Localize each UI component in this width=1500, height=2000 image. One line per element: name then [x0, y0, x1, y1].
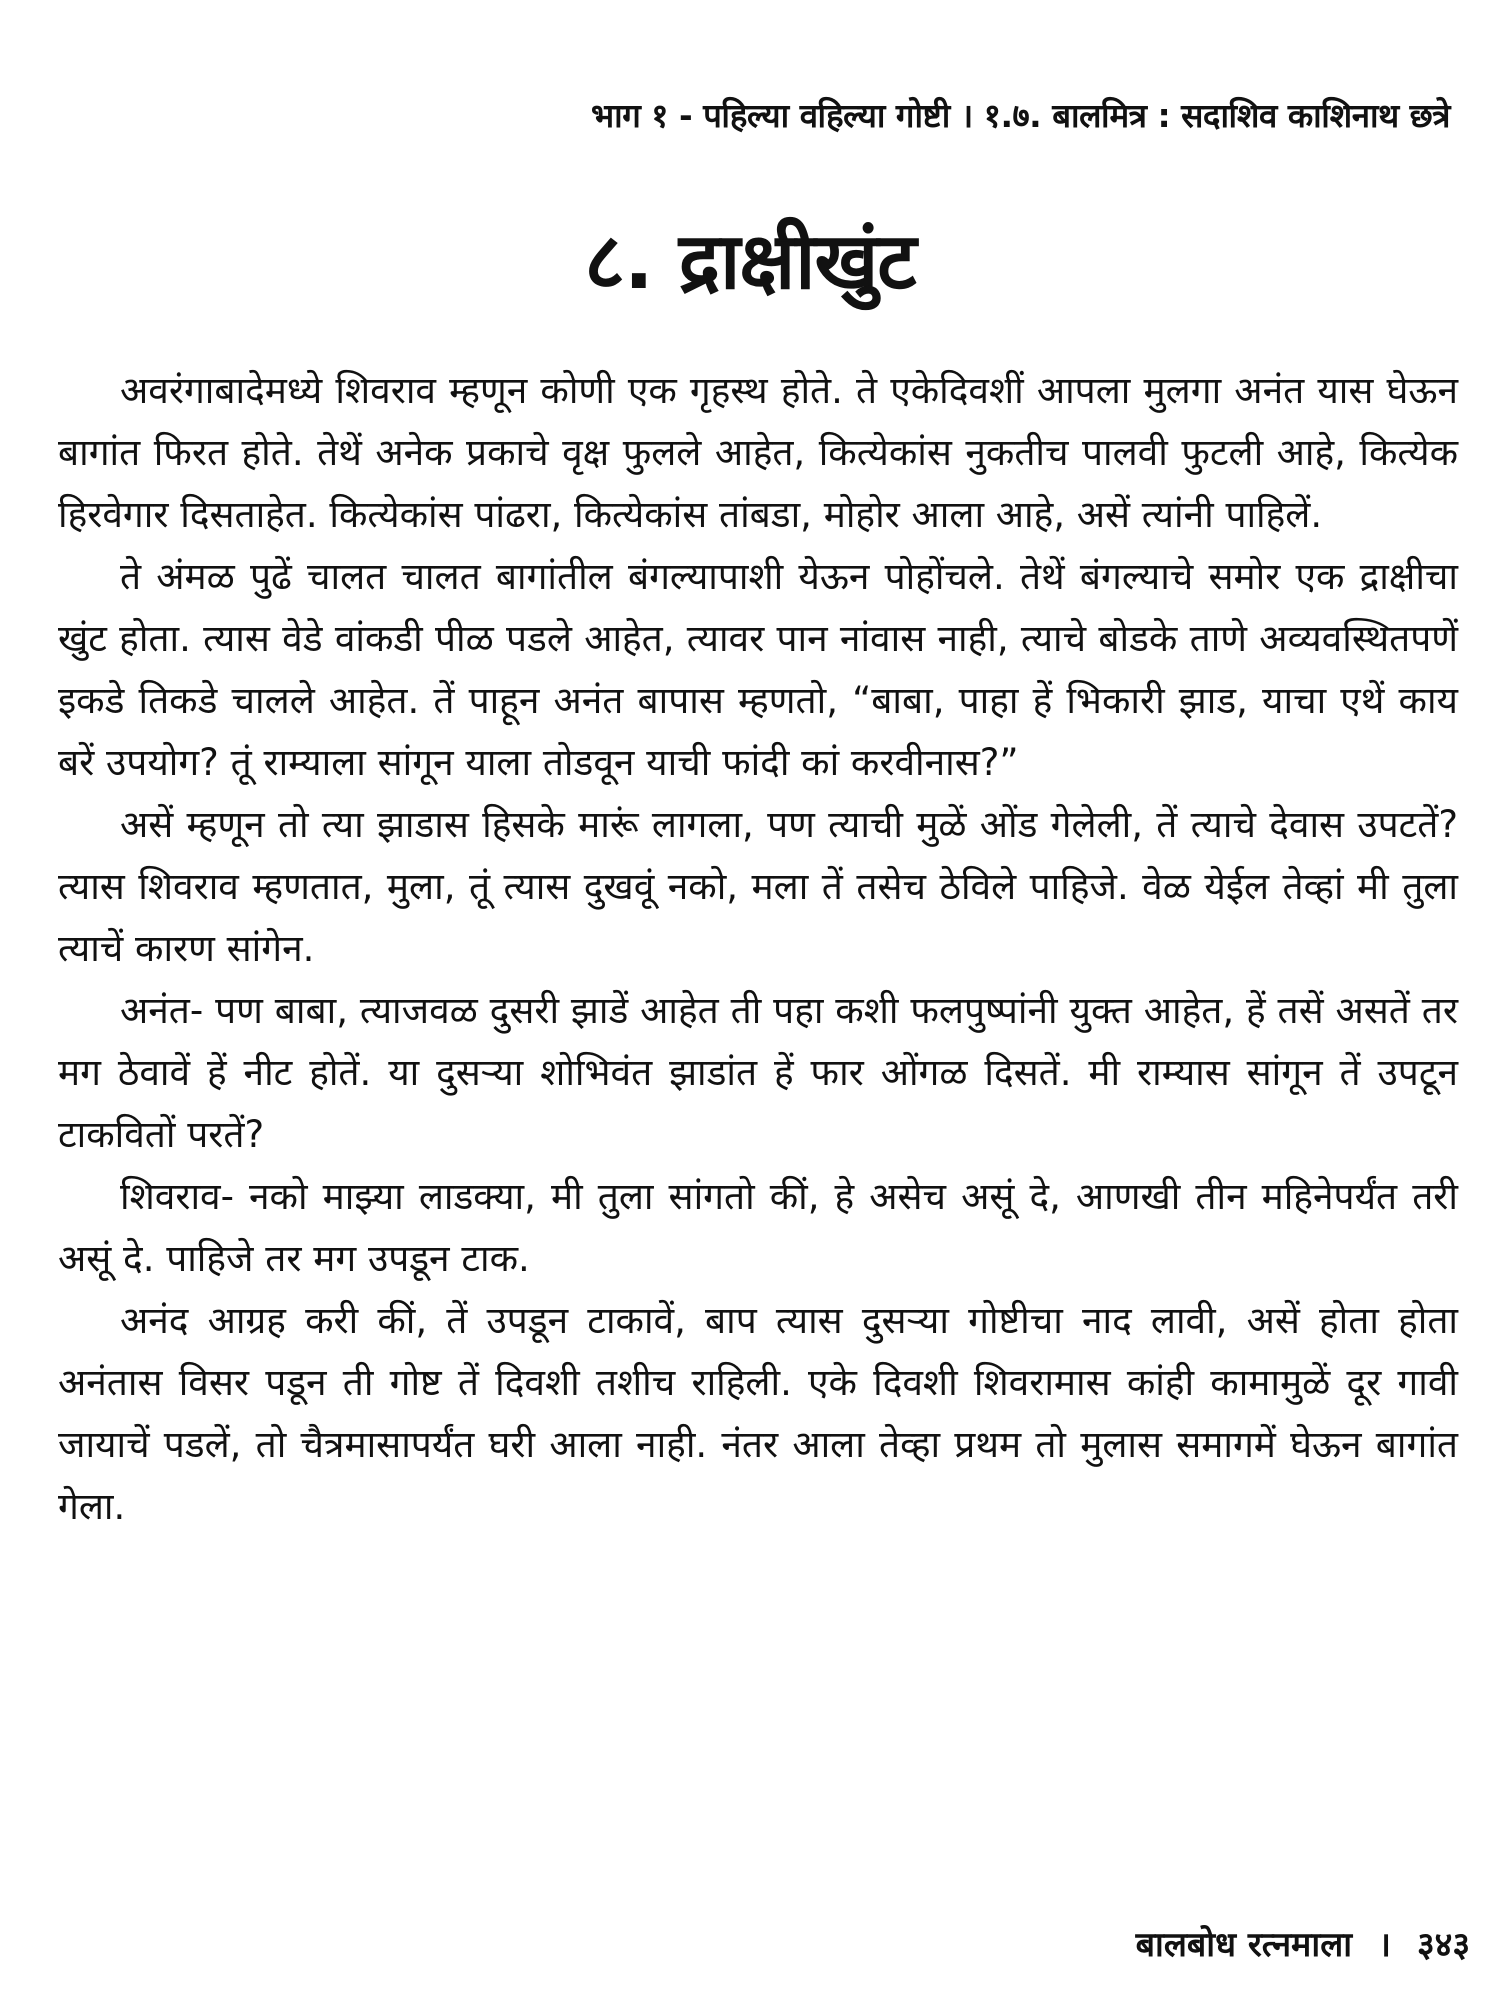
page-footer: [700, 1920, 1470, 1966]
paragraph-6: अनंद आग्रह करी कीं, तें उपडून टाकावें, बाप त्यास दुसऱ्या गोष्टीचा नाद लावी, असें होता होता अनंतास विसर पडून ती गोष्ट तें दिवशी तशीच राहिली. एके दिवशी शिवरामास कांही कामामुळें दूर गावी जायाचें पडलें, तो चैत्रमासापर्यंत घरी आला नाही. नंतर आला तेव्हा प्रथम तो मुलास समागमें घेऊन बागांत गेला.: [58, 1299, 1458, 1528]
book-title: बालबोध रत्नमाला: [1135, 1925, 1353, 1965]
paragraph-1: अवरंगाबादेमध्ये शिवराव म्हणून कोणी एक गृहस्थ होते. ते एकेदिवशीं आपला मुलगा अनंत यास घेऊन बागांत फिरत होते. तेथें अनेक प्रकाचे वृक्ष फुलले आहेत, कित्येकांस नुकतीच पालवी फुटली आहे, कित्येक हिरवेगार दिसताहेत. कित्येकांस पांढरा, कित्येकांस तांबडा, मोहोर आला आहे, असें त्यांनी पाहिलें.: [58, 369, 1458, 536]
paragraph-2: ते अंमळ पुढें चालत चालत बागांतील बंगल्यापाशी येऊन पोहोंचले. तेथें बंगल्याचे समोर एक द्राक्षीचा खुंट होता. त्यास वेडे वांकडी पीळ पडले आहेत, त्यावर पान नांवास नाही, त्याचे बोडके ताणे अव्यवस्थितपणें इकडे तिकडे चालले आहेत. तें पाहून अनंत बापास म्हणतो, “बाबा, पाहा हें भिकारी झाड, याचा एथें काय बरें उपयोग? तूं राम्याला सांगून याला तोडवून याची फांदी कां करवीनास?”: [58, 555, 1458, 784]
paragraph-3: असें म्हणून तो त्या झाडास हिसके मारूं लागला, पण त्याची मुळें ओंड गेलेली, तें त्याचे देवास उपटतें? त्यास शिवराव म्हणतात, मुला, तूं त्यास दुखवूं नको, मला तें तसेच ठेविले पाहिजे. वेळ येईल तेव्हां मी तुला त्याचें कारण सांगेन.: [58, 803, 1458, 970]
paragraph-5: शिवराव- नको माझ्या लाडक्या, मी तुला सांगतो कीं, हे असेच असूं दे, आणखी तीन महिनेपर्यंत तरी असूं दे. पाहिजे तर मग उपडून टाक.: [58, 1175, 1458, 1280]
footer-separator: ।: [1378, 1925, 1391, 1965]
body-text: [58, 360, 1458, 1538]
page-number: ३४३: [1416, 1925, 1470, 1965]
chapter-title: ८. द्राक्षीखुंट: [584, 217, 916, 307]
paragraph-4: अनंत- पण बाबा, त्याजवळ दुसरी झाडें आहेत ती पहा कशी फलपुष्पांनी युक्त आहेत, हें तसें असतें तर मग ठेवावें हें नीट होतें. या दुसऱ्या शोभिवंत झाडांत हें फार ओंगळ दिसतें. मी राम्यास सांगून तें उपटून टाकवितों परतें?: [58, 989, 1459, 1156]
running-header: भाग १ - पहिल्या वहिल्या गोष्टी । १.७. बालमित्र : सदाशिव काशिनाथ छत्रे: [590, 96, 1450, 135]
